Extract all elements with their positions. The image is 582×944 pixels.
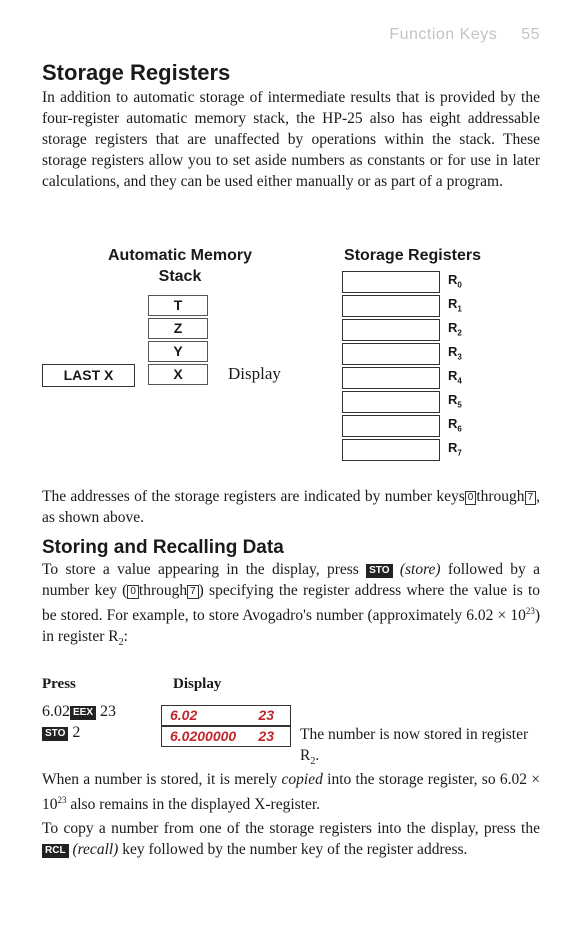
section-name: Function Keys: [389, 26, 498, 43]
rcl-key: RCL: [42, 844, 69, 858]
column-display: Display: [173, 676, 222, 692]
stored-note: The number is now stored in register $R_2$.: [300, 726, 529, 768]
storing-title: Storing and Recalling Data: [42, 537, 284, 558]
press-row-1: 6.02 EEX 23: [42, 703, 117, 720]
key-7: 7: [525, 491, 537, 505]
addresses-paragraph: The addresses of the storage registers are indicated by number keys 0 through 7 , as shown above.: [42, 488, 540, 526]
key-0: 0: [127, 585, 139, 599]
display-readout-1: 6.02 23: [161, 705, 291, 726]
storage-register-box: [342, 271, 440, 293]
key-0: 0: [465, 491, 477, 505]
storage-register-box: [342, 343, 440, 365]
storage-register-box: [342, 391, 440, 413]
register-label: $R_7$: [448, 440, 462, 458]
stack-register-t: T: [148, 295, 208, 316]
stack-register-z: Z: [148, 318, 208, 339]
page-number: 55: [521, 26, 540, 43]
storage-register-box: [342, 367, 440, 389]
storage-register-box: [342, 439, 440, 461]
register-label: $R_1$: [448, 296, 462, 314]
stack-title: [85, 245, 275, 287]
display-readout-2: 6.0200000 23: [161, 726, 291, 747]
register-label: $R_0$: [448, 272, 462, 290]
section-title: Storage Registers: [42, 60, 231, 85]
stack-title-line1: Automatic Memory: [107, 247, 253, 264]
storage-register-box: [342, 295, 440, 317]
storage-register-box: [342, 319, 440, 341]
storing-paragraph: To store a value appearing in the display, press STO (store) followed by a number key ( 0 through 7 ) specifying the register address where the value is to be stored. For example, to store Avogadro's number (approximately $6.02 \times 10^{23}$) in register $R_2$:: [42, 561, 541, 649]
storage-register-box: [342, 415, 440, 437]
key-7: 7: [187, 585, 199, 599]
press-row-2: STO 2: [42, 724, 80, 742]
display-label: Display: [228, 364, 281, 383]
column-press: Press: [42, 676, 76, 692]
last-x-register: LAST X: [42, 364, 135, 387]
register-label: $R_6$: [448, 416, 462, 434]
sto-key: STO: [366, 564, 392, 578]
register-label: $R_5$: [448, 392, 462, 410]
stack-register-y: Y: [148, 341, 208, 362]
recall-paragraph: To copy a number from one of the storage registers into the display, press the RCL (recall) key followed by the number key of the register address.: [42, 820, 540, 858]
register-label: $R_4$: [448, 368, 462, 386]
running-head: [389, 26, 540, 44]
stack-register-x: X: [148, 364, 208, 385]
stack-title-line2: Stack: [158, 268, 202, 285]
registers-title: Storage Registers: [344, 247, 481, 264]
register-label: $R_3$: [448, 344, 462, 362]
register-label: $R_2$: [448, 320, 462, 338]
copied-paragraph: When a number is stored, it is merely copied into the storage register, so $6.02 \times 10^{23}$ also remains in the displayed X-register.: [42, 771, 540, 814]
eex-key: EEX: [70, 706, 96, 720]
sto-key: STO: [42, 727, 68, 741]
intro-paragraph: In addition to automatic storage of intermediate results that is provided by the four-register automatic memory stack, the HP-25 also has eight addressable storage registers that are unaffected by operations within the stack. These storage registers allow you to set aside numbers as constants or for use in later calculations, and they can be used either manually or as part of a program.: [42, 89, 540, 190]
